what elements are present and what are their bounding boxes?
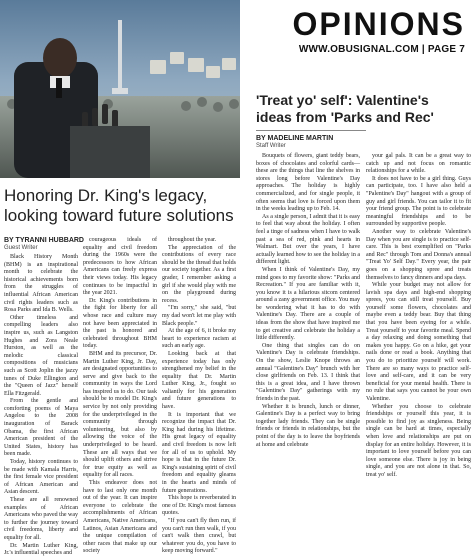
article-headline: Honoring Dr. King's legacy, looking toward future solutions	[4, 186, 234, 225]
author-role: Staff Writer	[256, 143, 286, 149]
site-url-page-number: WWW.OBUSIGNAL.COM | PAGE 7	[298, 44, 465, 55]
article-honoring-dr-king	[0, 178, 240, 557]
article-valentines-ideas	[252, 78, 475, 480]
article-column-1: Bouquets of flowers, giant teddy bears, boxes of chocolates and colorful cards— these are the things that line the shelves in stores long before Valentine's Day approaches. The holiday is highly commercialized, and for single people, it often seems that love is forced upon them in the weeks leading up to Feb. 14. As a single person, I admit that it is easy to feel that way about the holiday. I often feel a tinge of sadness when I have to walk past a sea of red, pink and hearts in Walmart. But over the years, I have actually learned how to see the holiday in a different light. When I think of Valentine's Day, my mind goes to my favorite show: "Parks and Recreation." If you are familiar with it, you know it is a hilarious sitcom centered around a zany government office. You may be wondering what it has to do with Valentine's Day. There are a couple of ideas from the show that have inspired me to get creative and celebrate the holiday a little differently. One thing that singles can do on Valentine's Day is celebrate friendships. On the show, Leslie Knope throws an annual "Galentine's Day" brunch with her close girlfriends on Feb. 13. I think that this is a great idea, and I have thrown "Galentine's Day" gatherings with my friends in the past. Whether it is brunch, lunch or dinner, Galentine's Day is a perfect way to bring together lady friends. They can be single friends or friends in relationships, but the point of the day is to leave the boyfriends at home and celebrate	[256, 153, 360, 448]
article-column-1: Black History Month (BHM) is an inspirational month to celebrate the historical achievements born from the struggles of influential African American civil rights leaders such as Rosa Parks and Ida B. Wells. Other timeless and compelling leaders also inspire us, such as Langston Hughes and Zora Neale Hurston, as well as the melodic classical compositions of musicians such as Scott Joplin the jazzy tunes of Duke Ellington and the "Queen of Jazz" herself Ella Fitzgerald. From the gentle and comforting poems of Maya Angelou to the 2008 inauguration of Barack Obama, the first African American president of the United States, history has been made. Today, history continues to be made with Kamala Harris, the first female vice president of African American and Asian descent. These are all renowned examples of African Americans who paved the way to further the journey toward civil freedoms, liberty and equality for all. Dr. Martin Luther King, Jr.'s influential speeches and	[4, 254, 78, 557]
author-byline: BY MADELINE MARTIN	[256, 135, 334, 142]
article-column-2: courageous ideals of equality and civil freedom during the 1960s were the predecessors to how African Americans can freely express their views today. His legacy continues to be impactful in the year 2021. Dr. King's contributions in the fight for liberty for all whose race and culture may not have been appreciated in the past is honored and celebrated throughout BHM today. BHM and its precursor, Dr. Martin Luther King, Jr. Day, are designated opportunities to serve and give back to the community in ways the Lord has inspired us to do. Our task should be to model Dr. King's service by not only providing for the underprivileged in the community through volunteering, but also by allowing the voice of the underprivileged to be heard. These are all ways that we should uplift others and strive for true equity as well as equality for all races. This endeavor does not have to last only one month out of the year. It can inspire everyone to celebrate the accomplishments of African Americans, Native Americans, Latinos, Asian Americans and the unique compilation of other races that make up our society	[83, 237, 157, 555]
author-role: Guest Writer	[4, 245, 38, 251]
article-column-2: your gal pals. It can be a great way to catch up and not focus on romantic relationships for a while. It does not have to be a girl thing. Guys can participate, too. I have also held a "Palentine's Day" hangout with a group of guy and girl friends. You can tailor it to fit your friend group. The point is to celebrate meaningful friendships and to be surrounded by supportive people. Another way to celebrate Valentine's Day when you are single is to practice self-care. This is best exemplified on "Parks and Rec" through Tom and Donna's annual "Treat Yo' Self Day." Every year, the pair goes on a shopping spree and treats themselves to fancy dinners and spa days. While your budget may not allow for lavish spa days and high-end shopping sprees, you can still treat yourself. Buy yourself some flowers, chocolates and maybe even a teddy bear. Buy that thing that you have been eyeing for a while. Treat yourself to your favorite meal. Spend a day relaxing and doing something that makes you happy. Go on a hike, get your nails done or read a book. Anything that you do to prioritize yourself will work. There are so many ways to practice self-love and self-care, and it can be very beneficial for your mental health. There is no rule that says you cannot be your own Valentine. Whether you choose to celebrate friendships or yourself this year, it is possible to find joy as singleness. Being single can be hard at times, especially when love and relationships are put on display for an entire holiday. However, it is important to love yourself before you can love someone else. There is joy in being single, and you are not alone in that. So, treat yo' self.	[366, 153, 471, 478]
author-byline: BY TYRANNI HUBBARD	[4, 237, 84, 244]
article-headline: 'Treat yo' self': Valentine's ideas from 'Parks and Rec'	[256, 92, 434, 125]
photo-illustration	[0, 0, 240, 178]
speaker-at-rally-photo	[0, 0, 240, 178]
section-title: OPINIONS	[292, 6, 465, 42]
divider	[256, 130, 366, 131]
article-column-3: throughout the year. The appreciation of the contributions of every race should be the thread that holds our society together. As a first grader, I remember asking a girl if she would play with me on the playground during recess. "I'm sorry," she said, "but my dad won't let me play with Black people." At the age of 6, it broke my heart to experience racism at such an early age. Looking back at that experience today has only strengthened my belief in the equality that Dr. Martin Luther King, Jr., fought so valiantly for his generation and future generations to have. It is important that we recognize the impact that Dr. King had during his lifetime. His great legacy of equality and civil freedom is now left for all of us to uphold. My hope is that in the future Dr. King's sustaining spirit of civil freedom and equality gleams in the hearts and minds of future generations. This hope is reverberated in one of Dr. King's most famous quotes. "If you can't fly then run, if you can't run then walk, if you can't walk then crawl, but whatever you do, you have to keep moving forward."	[162, 237, 236, 555]
